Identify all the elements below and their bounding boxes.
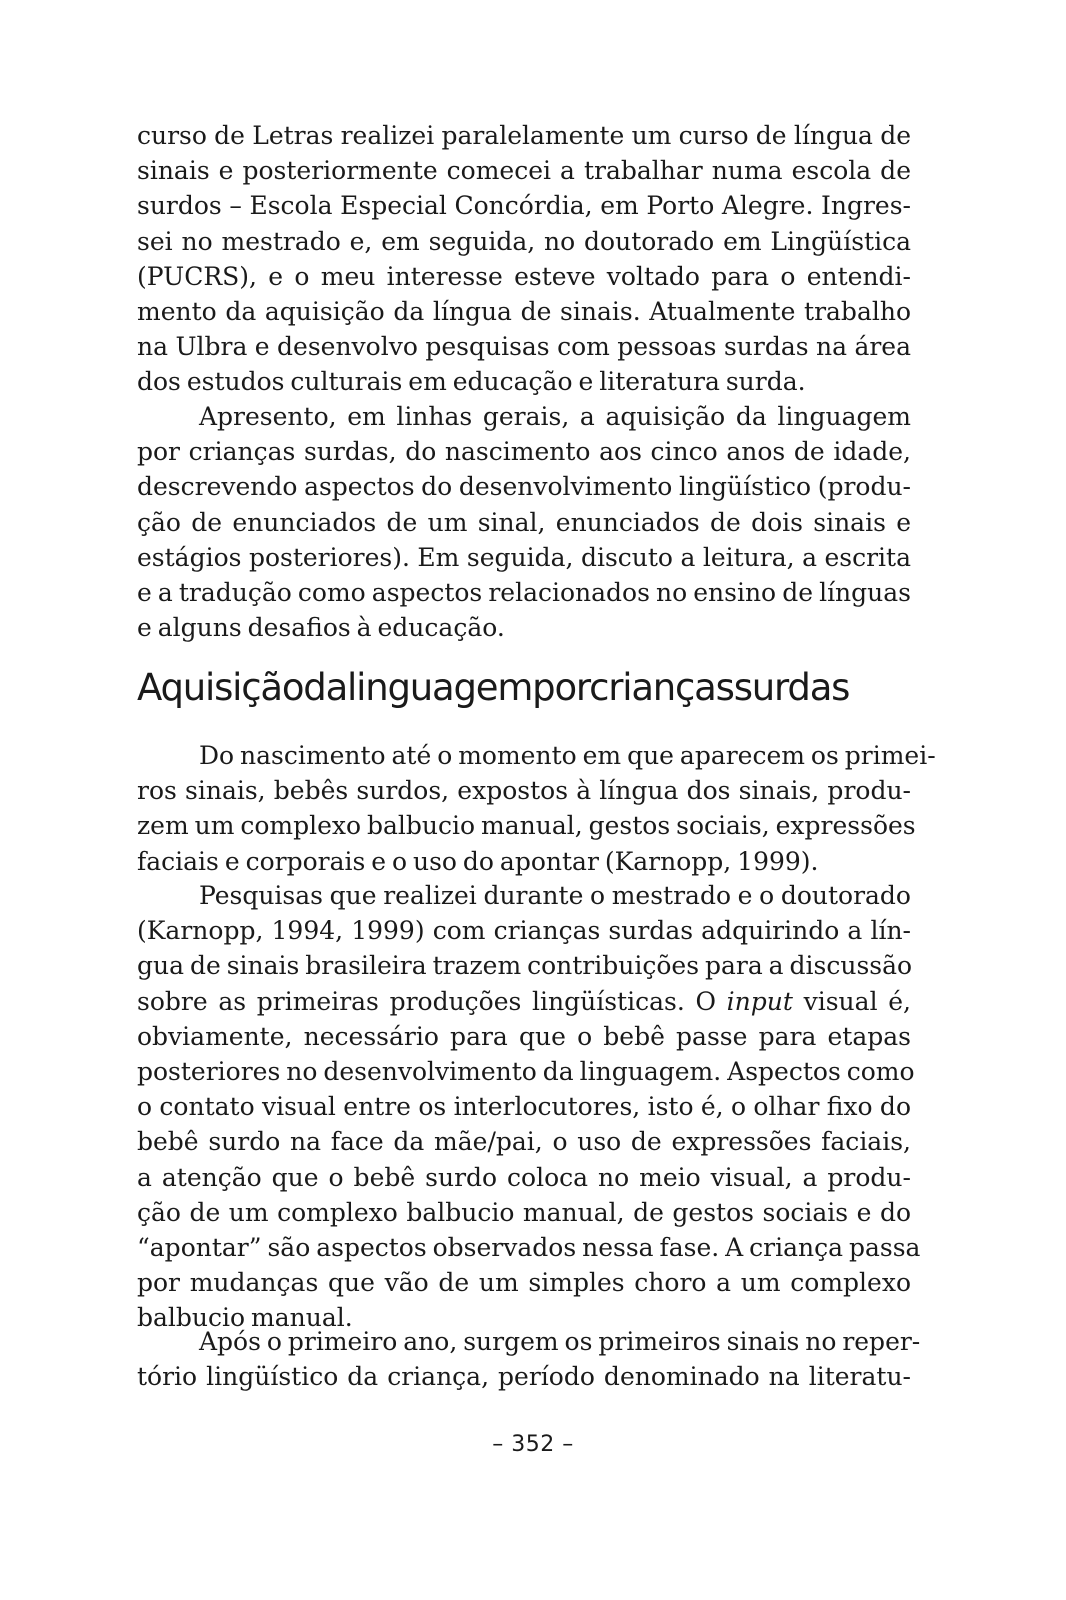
text-line: sinais e posteriormente comecei a trabalhar numa escola de [137, 156, 911, 186]
text-line: Apresento, em linhas gerais, a aquisição da linguagem [199, 402, 911, 431]
text-line: curso de Letras realizei paralelamente um curso de língua de [137, 121, 911, 150]
paragraph [137, 1324, 921, 1394]
text-line: posteriores no desenvolvimento da linguagem. Aspectos como [137, 1057, 915, 1087]
text-line: sei no mestrado e, em seguida, no doutorado em Lingüística [137, 226, 911, 256]
section-heading: Aquisiçãodalinguagemporcriançassurdas [137, 666, 850, 709]
text-fragment: sobre as primeiras produções lingüísticas. O [137, 986, 727, 1016]
paragraph-continuation [137, 118, 911, 400]
text-line: ros sinais, bebês surdos, expostos à língua dos sinais, produ- [137, 776, 911, 806]
paragraph [137, 399, 911, 645]
text-line: a atenção que o bebê surdo coloca no meio visual, a produ- [137, 1162, 911, 1192]
text-line: estágios posteriores). Em seguida, discuto a leitura, a escrita [137, 542, 911, 572]
text-line: balbucio manual. [137, 1303, 353, 1333]
paragraph [137, 738, 936, 879]
text-line: obviamente, necessário para que o bebê passe para etapas [137, 1021, 911, 1051]
text-line: o contato visual entre os interlocutores, isto é, o olhar fixo do [137, 1092, 911, 1122]
text-line: Pesquisas que realizei durante o mestrado e o doutorado [199, 881, 911, 910]
text-line: faciais e corporais e o uso do apontar (Karnopp, 1999). [137, 846, 819, 876]
italic-term: input [726, 986, 793, 1016]
text-line: na Ulbra e desenvolvo pesquisas com pessoas surdas na área [137, 332, 911, 362]
paragraph-research [137, 878, 921, 1336]
text-line: e alguns desafios à educação. [137, 613, 505, 643]
paragraph [137, 878, 921, 1336]
text-line: por crianças surdas, do nascimento aos cinco anos de idade, [137, 437, 911, 467]
page-number: – 352 – [492, 1432, 574, 1457]
text-line: Do nascimento até o momento em que aparecem os primei- [199, 741, 936, 770]
text-line: ção de enunciados de um sinal, enunciados de dois sinais e [137, 507, 911, 537]
text-line: gua de sinais brasileira trazem contribuições para a discussão [137, 951, 913, 981]
text-line: (Karnopp, 1994, 1999) com crianças surdas adquirindo a lín- [137, 916, 911, 946]
text-line: e a tradução como aspectos relacionados no ensino de línguas [137, 578, 911, 608]
text-line: zem um complexo balbucio manual, gestos sociais, expressões [137, 811, 916, 841]
text-line: dos estudos culturais em educação e literatura surda. [137, 367, 806, 397]
paragraph-birth [137, 738, 936, 879]
text-line: surdos – Escola Especial Concórdia, em Porto Alegre. Ingres- [137, 191, 911, 221]
text-line: (PUCRS), e o meu interesse esteve voltado para o entendi- [137, 261, 911, 291]
text-line: ção de um complexo balbucio manual, de gestos sociais e do [137, 1197, 911, 1227]
text-line: bebê surdo na face da mãe/pai, o uso de expressões faciais, [137, 1127, 911, 1157]
text-line [137, 984, 911, 1019]
text-line: “apontar” são aspectos observados nessa fase. A criança passa [137, 1233, 921, 1263]
text-fragment: visual é, [792, 986, 911, 1016]
paragraph [137, 118, 911, 400]
text-line: por mudanças que vão de um simples choro a um complexo [137, 1268, 911, 1298]
text-line: descrevendo aspectos do desenvolvimento lingüístico (produ- [137, 472, 911, 502]
text-line: tório lingüístico da criança, período denominado na literatu- [137, 1362, 911, 1392]
text-line: Após o primeiro ano, surgem os primeiros sinais no reper- [199, 1327, 921, 1356]
paragraph-first-signs [137, 1324, 921, 1394]
text-line: mento da aquisição da língua de sinais. Atualmente trabalho [137, 297, 911, 327]
paragraph-introduction [137, 399, 911, 645]
